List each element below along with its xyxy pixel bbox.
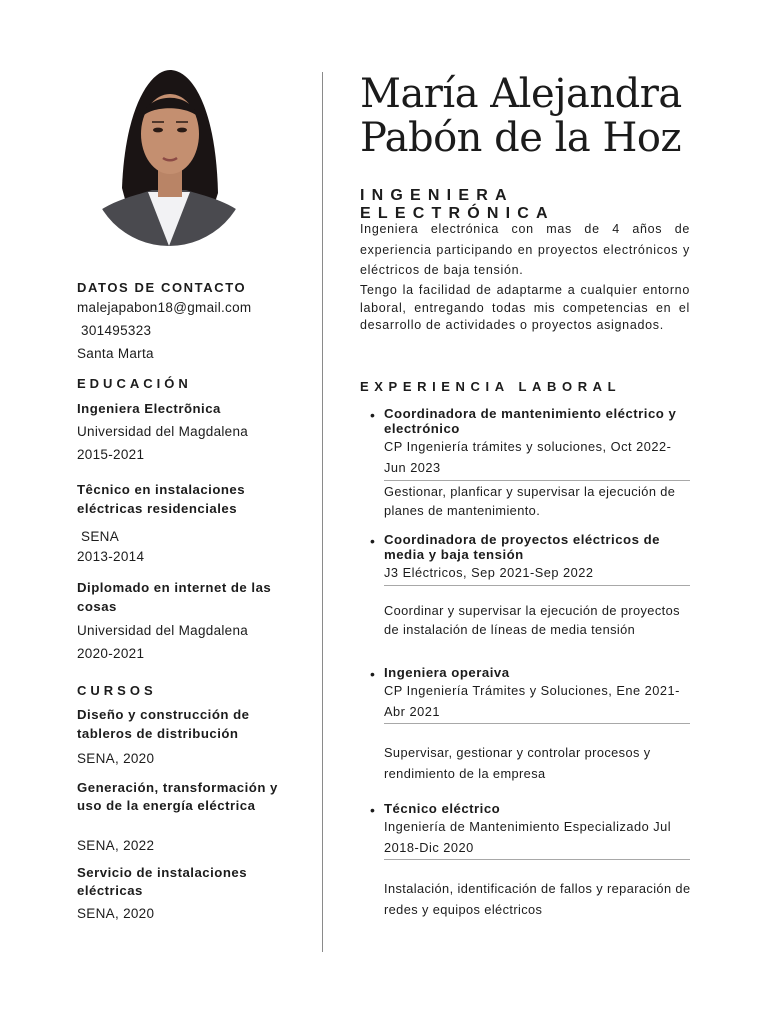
profile-summary-2: Tengo la facilidad de adaptarme a cualquier entorno laboral, entregando todas mis competencias en el desarrollo de actividades o proyectos asignados. — [360, 283, 690, 332]
contact-email[interactable]: malejapabon18@gmail.com — [77, 300, 252, 315]
job-company: CP Ingeniería trámites y soluciones, Oct 2022-Jun 2023 — [384, 439, 672, 475]
job-company: CP Ingeniería Trámites y Soluciones, Ene 2021-Abr 2021 — [384, 683, 680, 719]
job-description: Instalación, identificación de fallos y reparación de redes y equipos eléctricos — [384, 881, 691, 917]
separator — [384, 723, 690, 724]
job-title: Ingeniera operaiva — [384, 665, 510, 680]
name-line-2: Pabón de la Hoz — [360, 115, 682, 161]
column-divider — [322, 72, 323, 952]
course-detail: SENA, 2022 — [77, 838, 155, 853]
bullet-icon: • — [370, 533, 375, 549]
job-description: Supervisar, gestionar y controlar procesos y rendimiento de la empresa — [384, 745, 651, 781]
bullet-icon: • — [370, 666, 375, 682]
education-years: 2015-2021 — [77, 447, 145, 462]
course-name: Diseño y construcción de tableros de distribución — [77, 707, 250, 741]
job-company: J3 Eléctricos, Sep 2021-Sep 2022 — [384, 565, 594, 580]
profile-summary: Ingeniera electrónica con mas de 4 años de experiencia participando en proyectos electrónicos y eléctricos de baja tensión. — [360, 222, 690, 277]
job-title: Coordinadora de proyectos eléctricos de media y baja tensión — [384, 532, 660, 562]
experience-item — [370, 801, 692, 920]
profile-photo — [90, 68, 248, 246]
course-detail: SENA, 2020 — [77, 751, 155, 766]
experience-title: EXPERIENCIA LABORAL — [360, 379, 622, 394]
education-years: 2020-2021 — [77, 646, 145, 661]
separator — [384, 585, 690, 586]
job-description: Gestionar, planficar y supervisar la ejecución de planes de mantenimiento. — [384, 484, 676, 518]
name-line-1: María Alejandra — [360, 71, 682, 117]
bullet-icon: • — [370, 802, 375, 818]
full-name — [360, 72, 682, 160]
education-institution: SENA — [77, 529, 120, 544]
courses-title: CURSOS — [77, 683, 157, 698]
education-degree: Têcnico en instalaciones eléctricas residenciales — [77, 482, 246, 516]
experience-item — [370, 406, 692, 520]
course-detail: SENA, 2020 — [77, 906, 155, 921]
job-company: Ingeniería de Mantenimiento Especializado Jul 2018-Dic 2020 — [384, 819, 672, 855]
separator — [384, 480, 690, 481]
separator — [384, 859, 690, 860]
education-years: 2013-2014 — [77, 549, 145, 564]
job-role: INGENIERA ELECTRÓNICA — [360, 187, 555, 222]
job-title: Técnico eléctrico — [384, 801, 501, 816]
job-description: Coordinar y supervisar la ejecución de proyectos de instalación de líneas de media tensión — [384, 602, 680, 637]
contact-title: DATOS DE CONTACTO — [77, 280, 247, 295]
course-name: Generación, transformación y uso de la energía eléctrica — [77, 780, 278, 813]
contact-city: Santa Marta — [77, 346, 154, 361]
education-degree: Ingeniera Electrõnica — [77, 401, 221, 416]
education-degree: Diplomado en internet de las cosas — [77, 580, 272, 614]
education-institution: Universidad del Magdalena — [77, 424, 249, 439]
experience-item — [370, 665, 692, 784]
education-institution: Universidad del Magdalena — [77, 623, 249, 638]
education-title: EDUCACIÓN — [77, 376, 192, 391]
experience-item — [370, 532, 692, 639]
job-title: Coordinadora de mantenimiento eléctrico y electrónico — [384, 406, 677, 436]
course-name: Servicio de instalaciones eléctricas — [77, 865, 248, 898]
bullet-icon: • — [370, 407, 375, 423]
contact-phone[interactable]: 301495323 — [77, 323, 152, 338]
